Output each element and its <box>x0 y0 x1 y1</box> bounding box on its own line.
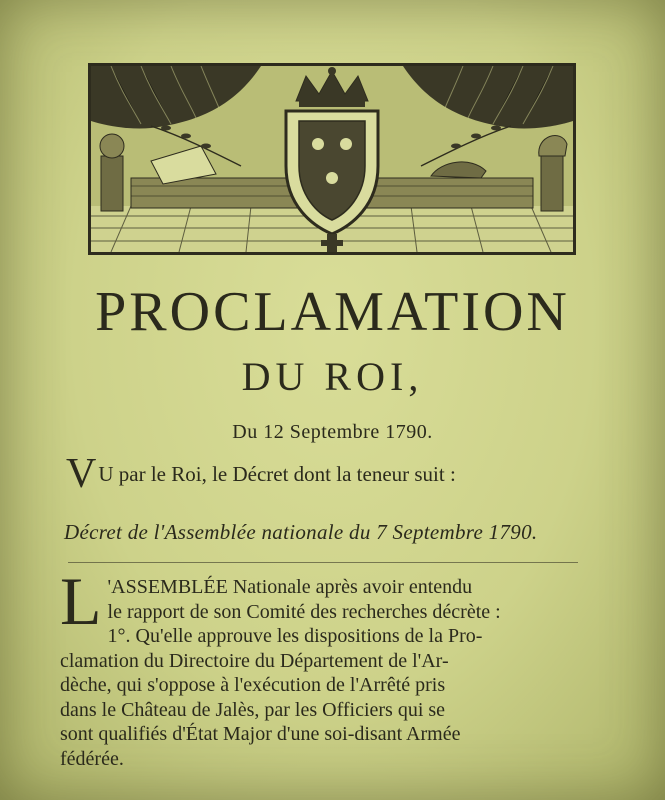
body-line: le rapport de son Comité des recherches décrète : <box>107 600 501 623</box>
royal-arms-woodcut <box>88 63 576 255</box>
body-line: dèche, qui s'oppose à l'exécution de l'Arrêté pris <box>60 674 446 696</box>
woodcut-illustration <box>91 66 573 252</box>
intro-text: U par le Roi, le Décret dont la teneur suit : <box>98 462 456 486</box>
body-drop-letter: L <box>60 563 102 639</box>
body-line: 1°. Qu'elle approuve les dispositions de la Pro- <box>107 625 483 647</box>
body-line: sont qualifiés d'État Major d'une soi-disant Armée <box>60 723 461 745</box>
divider <box>68 562 578 563</box>
body-line: dans le Château de Jalès, par les Officiers qui se <box>60 698 446 721</box>
decree-body <box>60 563 580 771</box>
page-subtitle: DU ROI, <box>241 354 424 399</box>
page-title: PROCLAMATION <box>95 281 570 343</box>
body-line: clamation du Directoire du Département de l'Ar- <box>60 649 449 672</box>
decret-heading: Décret de l'Assemblée nationale du 7 Septembre 1790. <box>64 520 538 544</box>
body-line: 'ASSEMBLÉE Nationale après avoir entendu <box>107 576 473 598</box>
body-line: fédérée. <box>60 747 124 770</box>
intro-paragraph <box>66 450 456 498</box>
proclamation-date: Du 12 Septembre 1790. <box>232 421 433 443</box>
intro-drop-letter: V <box>66 451 97 497</box>
